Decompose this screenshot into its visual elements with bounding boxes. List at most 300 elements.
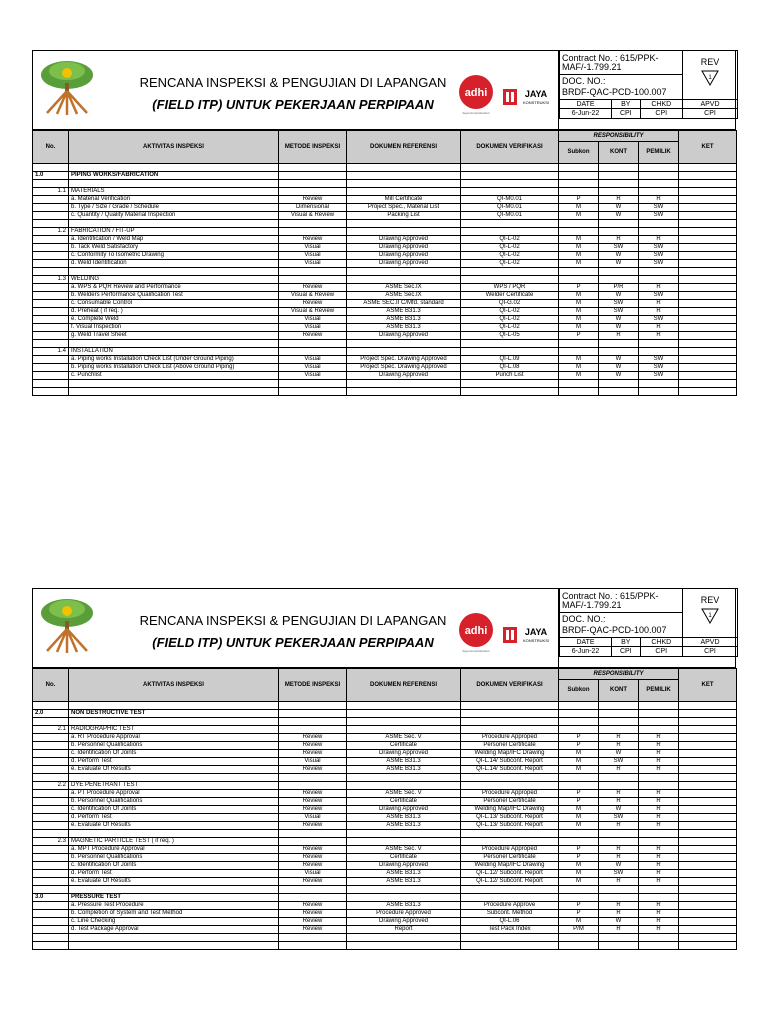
kont-cell: R <box>599 798 639 806</box>
method-cell: Review <box>279 806 347 814</box>
pemilik-cell: R <box>639 926 679 934</box>
subkon-cell: M <box>559 316 599 324</box>
verification-cell: QI-L.14/ Subcont. Report <box>461 766 559 774</box>
document-info-block <box>558 50 738 130</box>
reference-cell: Project Spec. Drawing Approved <box>347 364 461 372</box>
activity-cell: d. Perform Test <box>69 758 279 766</box>
method-cell: Review <box>279 236 347 244</box>
reference-cell: ASME B31.3 <box>347 766 461 774</box>
activity-cell: e. Evaluate Of Results <box>69 878 279 886</box>
method-cell: Review <box>279 798 347 806</box>
ket-cell <box>679 790 737 798</box>
apvd-label: APVD <box>683 638 738 647</box>
reference-cell: Certificate <box>347 798 461 806</box>
verification-cell: QI-L-02 <box>461 308 559 316</box>
section-row <box>33 710 737 718</box>
method-cell: Review <box>279 196 347 204</box>
method-cell: Visual <box>279 364 347 372</box>
col-pemilik: PEMILIK <box>639 680 679 702</box>
activity-cell: c. Identification Of Joints <box>69 750 279 758</box>
spacer-row <box>33 268 737 276</box>
adhi-logo-icon <box>459 613 493 647</box>
date-label: DATE <box>560 100 612 109</box>
activity-cell: a. Identification / Weld Map <box>69 236 279 244</box>
revision-triangle-icon <box>701 608 719 624</box>
apvd-value: CPI <box>683 109 738 119</box>
pemilik-cell: R <box>639 308 679 316</box>
subkon-cell: P <box>559 798 599 806</box>
reference-cell: ASME B31.3 <box>347 870 461 878</box>
subkon-cell: M <box>559 212 599 220</box>
pemilik-cell: SW <box>639 204 679 212</box>
method-cell: Review <box>279 902 347 910</box>
pemilik-cell: R <box>639 766 679 774</box>
table-row <box>33 308 737 316</box>
activity-cell: b. Completion of System and Test Method <box>69 910 279 918</box>
contract-number: Contract No. : 615/PPK-MAF/-1.799.21 <box>560 589 683 613</box>
chkd-value: CPI <box>640 647 682 657</box>
pemilik-cell: R <box>639 846 679 854</box>
jaya-logo-sub: KONSTRUKSI <box>522 100 550 105</box>
reference-cell: ASME Sec.IX <box>347 284 461 292</box>
reference-cell: Drawing Approved <box>347 750 461 758</box>
reference-cell: Packing List <box>347 212 461 220</box>
table-row <box>33 324 737 332</box>
verification-cell: Personel Certificate <box>461 854 559 862</box>
ket-cell <box>679 244 737 252</box>
verification-cell: QI-L-02 <box>461 244 559 252</box>
col-responsibility: RESPONSIBILITY <box>559 669 679 680</box>
verification-cell: WPS / PQR <box>461 284 559 292</box>
section-label: WELDING <box>69 276 279 284</box>
col-pemilik: PEMILIK <box>639 142 679 164</box>
reference-cell: Project Spec. Drawing Approved <box>347 356 461 364</box>
reference-cell: ASME B31.3 <box>347 902 461 910</box>
document-subtitle: (FIELD ITP) UNTUK PEKERJAAN PERPIPAAN <box>152 635 434 650</box>
ket-cell <box>679 878 737 886</box>
kont-cell: R <box>599 790 639 798</box>
kont-cell: W <box>599 260 639 268</box>
subkon-cell: M <box>559 204 599 212</box>
subkon-cell: P <box>559 284 599 292</box>
verification-cell: Procedure Approped <box>461 846 559 854</box>
activity-cell: b. Type / Size / Grade / Schedule <box>69 204 279 212</box>
kont-cell: W <box>599 364 639 372</box>
subkon-cell: P <box>559 910 599 918</box>
jaya-logo <box>503 87 555 112</box>
activity-cell: c. Identification Of Joints <box>69 806 279 814</box>
kont-cell: W <box>599 324 639 332</box>
contract-number: Contract No. : 615/PPK-MAF/-1.799.21 <box>560 51 683 75</box>
reference-cell: ASME Sec.IX <box>347 292 461 300</box>
subsection-row <box>33 228 737 236</box>
pemilik-cell: R <box>639 734 679 742</box>
table-row <box>33 742 737 750</box>
reference-cell: ASME B31.3 <box>347 316 461 324</box>
verification-cell: Personel Certificate <box>461 742 559 750</box>
subkon-cell: P <box>559 854 599 862</box>
subkon-cell: P <box>559 332 599 340</box>
tree-emblem-icon <box>37 595 97 653</box>
method-cell: Visual & Review <box>279 292 347 300</box>
reference-cell: ASME B31.3 <box>347 758 461 766</box>
verification-cell: QI-L.06 <box>461 918 559 926</box>
pemilik-cell: R <box>639 236 679 244</box>
verification-cell: Subcont. Method <box>461 910 559 918</box>
kont-cell: W <box>599 356 639 364</box>
table-row <box>33 814 737 822</box>
table-row <box>33 244 737 252</box>
activity-cell: c. Identification Of Joints <box>69 862 279 870</box>
jaya-logo-text: JAYA <box>524 627 548 637</box>
activity-cell: e. Complete Weld <box>69 316 279 324</box>
activity-cell: a. Material Verification <box>69 196 279 204</box>
ket-cell <box>679 766 737 774</box>
ket-cell <box>679 798 737 806</box>
verification-cell: QI-L.09 <box>461 356 559 364</box>
verification-cell: QI-L.12/ Subcont. Report <box>461 870 559 878</box>
method-cell: Review <box>279 284 347 292</box>
pemilik-cell: SW <box>639 372 679 380</box>
reference-cell: Drawing Approved <box>347 236 461 244</box>
document-title: RENCANA INSPEKSI & PENGUJIAN DI LAPANGAN <box>139 75 447 90</box>
ket-cell <box>679 300 737 308</box>
reference-cell: Procedure Approved <box>347 910 461 918</box>
by-value: CPI <box>612 109 640 119</box>
pemilik-cell: R <box>639 798 679 806</box>
activity-cell: b. Welders Performance Qualification Test <box>69 292 279 300</box>
method-cell: Visual & Review <box>279 212 347 220</box>
doc-no-label: DOC. NO.: <box>562 76 606 86</box>
spacer-row <box>33 718 737 726</box>
subkon-cell: M <box>559 356 599 364</box>
subkon-cell: P <box>559 902 599 910</box>
section-number: 1.4 <box>33 348 69 356</box>
activity-cell: c. Consumable Control <box>69 300 279 308</box>
table-row <box>33 862 737 870</box>
spacer-row <box>33 340 737 348</box>
adhi-tagline: beyond construction <box>462 111 490 115</box>
kont-cell: R <box>599 742 639 750</box>
pemilik-cell: R <box>639 854 679 862</box>
subkon-cell: P/M <box>559 926 599 934</box>
method-cell: Review <box>279 878 347 886</box>
reference-cell: ASME SEC.II C/Mfd. standard <box>347 300 461 308</box>
table-row <box>33 798 737 806</box>
verification-cell: Test Pack Index <box>461 926 559 934</box>
ket-cell <box>679 902 737 910</box>
table-row <box>33 236 737 244</box>
tree-emblem-icon <box>37 57 97 115</box>
col-ket: KET <box>679 669 737 702</box>
method-cell: Review <box>279 918 347 926</box>
revision-triangle-icon <box>701 70 719 86</box>
subkon-cell: M <box>559 822 599 830</box>
pemilik-cell: R <box>639 758 679 766</box>
kont-cell: R <box>599 196 639 204</box>
method-cell: Visual <box>279 758 347 766</box>
kont-cell: SW <box>599 758 639 766</box>
method-cell: Visual <box>279 252 347 260</box>
method-cell: Review <box>279 822 347 830</box>
adhi-logo-icon <box>459 75 493 109</box>
col-method: METODE INSPEKSI <box>279 669 347 702</box>
subkon-cell: M <box>559 814 599 822</box>
kont-cell: W <box>599 316 639 324</box>
doc-no: BRDF-QAC-PCD-100.007 <box>562 87 667 97</box>
spacer-row <box>33 886 737 894</box>
method-cell: Review <box>279 734 347 742</box>
activity-cell: e. Evaluate Of Results <box>69 822 279 830</box>
method-cell: Review <box>279 766 347 774</box>
adhi-logo-text: adhi <box>464 625 488 637</box>
section-number: 1.0 <box>33 172 69 180</box>
kont-cell: R <box>599 902 639 910</box>
spacer-row <box>33 164 737 172</box>
ket-cell <box>679 196 737 204</box>
method-cell: Visual <box>279 244 347 252</box>
blank-row <box>33 388 737 396</box>
table-row <box>33 878 737 886</box>
kont-cell: W <box>599 918 639 926</box>
activity-cell: b. Piping works Installation Check List (Above Ground Piping) <box>69 364 279 372</box>
kont-cell: SW <box>599 244 639 252</box>
document-title: RENCANA INSPEKSI & PENGUJIAN DI LAPANGAN <box>139 613 447 628</box>
jaya-logo-text: JAYA <box>524 89 548 99</box>
ket-cell <box>679 356 737 364</box>
subkon-cell: P <box>559 742 599 750</box>
reference-cell: ASME B31.3 <box>347 308 461 316</box>
table-row <box>33 822 737 830</box>
verification-cell: QI-L.13/ Subcont. Report <box>461 822 559 830</box>
table-row <box>33 260 737 268</box>
subsection-row <box>33 188 737 196</box>
jaya-logo-sub: KONSTRUKSI <box>522 638 550 643</box>
reference-cell: ASME B31.3 <box>347 822 461 830</box>
itp-page-2 <box>32 588 736 950</box>
subkon-cell: M <box>559 862 599 870</box>
pemilik-cell: R <box>639 806 679 814</box>
subkon-cell: M <box>559 252 599 260</box>
ket-cell <box>679 364 737 372</box>
activity-cell: a. WPS & PQR Review and Performance <box>69 284 279 292</box>
pemilik-cell: R <box>639 862 679 870</box>
spacer-row <box>33 220 737 228</box>
pemilik-cell: R <box>639 750 679 758</box>
table-row <box>33 806 737 814</box>
rev-value: 1 <box>708 613 712 619</box>
verification-cell: Procedure Approve <box>461 902 559 910</box>
section-label: DYE PENETRANT TEST <box>69 782 279 790</box>
jaya-logo <box>503 625 555 650</box>
subsection-row <box>33 726 737 734</box>
verification-cell: QI-L-05 <box>461 332 559 340</box>
section-label: PIPING WORKS/FABRICATION <box>69 172 279 180</box>
ket-cell <box>679 742 737 750</box>
section-label: INSTALLATION <box>69 348 279 356</box>
activity-cell: d. Test Package Approval <box>69 926 279 934</box>
section-number: 1.1 <box>33 188 69 196</box>
activity-cell: d. Weld Identification <box>69 260 279 268</box>
doc-no: BRDF-QAC-PCD-100.007 <box>562 625 667 635</box>
subkon-cell: M <box>559 870 599 878</box>
kont-cell: SW <box>599 308 639 316</box>
section-number: 2.3 <box>33 838 69 846</box>
method-cell: Visual <box>279 316 347 324</box>
spacer-row <box>33 180 737 188</box>
activity-cell: d. Perform Test <box>69 870 279 878</box>
method-cell: Review <box>279 300 347 308</box>
activity-cell: d. Preheat ( if req. ) <box>69 308 279 316</box>
kont-cell: R <box>599 332 639 340</box>
activity-cell: b. Personnel Qualifications <box>69 742 279 750</box>
rev-value: 1 <box>708 75 712 81</box>
table-row <box>33 854 737 862</box>
ket-cell <box>679 918 737 926</box>
spacer-row <box>33 774 737 782</box>
method-cell: Visual & Review <box>279 308 347 316</box>
pemilik-cell: R <box>639 918 679 926</box>
kont-cell: R <box>599 846 639 854</box>
pemilik-cell: SW <box>639 356 679 364</box>
revision-cell <box>683 51 738 100</box>
apvd-label: APVD <box>683 100 738 109</box>
table-row <box>33 750 737 758</box>
verification-cell: QI-L-02 <box>461 236 559 244</box>
col-subkon: Subkon <box>559 142 599 164</box>
by-label: BY <box>612 100 640 109</box>
kont-cell: R <box>599 910 639 918</box>
kont-cell: R <box>599 822 639 830</box>
pemilik-cell: SW <box>639 292 679 300</box>
activity-cell: c. Line Checking <box>69 918 279 926</box>
table-row <box>33 196 737 204</box>
date-label: DATE <box>560 638 612 647</box>
ket-cell <box>679 308 737 316</box>
pemilik-cell: SW <box>639 244 679 252</box>
col-ket: KET <box>679 131 737 164</box>
subkon-cell: M <box>559 260 599 268</box>
table-row <box>33 292 737 300</box>
kont-cell: SW <box>599 300 639 308</box>
table-row <box>33 204 737 212</box>
itp-table <box>32 130 737 396</box>
subkon-cell: M <box>559 372 599 380</box>
section-number: 1.2 <box>33 228 69 236</box>
table-row <box>33 212 737 220</box>
section-label: FABRICATION / FIT-UP <box>69 228 279 236</box>
reference-cell: Certificate <box>347 742 461 750</box>
method-cell: Review <box>279 926 347 934</box>
activity-cell: d. Perform Test <box>69 814 279 822</box>
reference-cell: Mill Certificate <box>347 196 461 204</box>
table-row <box>33 316 737 324</box>
ket-cell <box>679 846 737 854</box>
pemilik-cell: R <box>639 902 679 910</box>
section-number: 1.3 <box>33 276 69 284</box>
pemilik-cell: R <box>639 300 679 308</box>
document-header <box>32 588 736 668</box>
method-cell: Review <box>279 862 347 870</box>
reference-cell: Drawing Approved <box>347 918 461 926</box>
method-cell: Review <box>279 742 347 750</box>
ket-cell <box>679 324 737 332</box>
col-method: METODE INSPEKSI <box>279 131 347 164</box>
section-label: RADIOGRAPHIC TEST <box>69 726 279 734</box>
spacer-row <box>33 934 737 942</box>
ket-cell <box>679 260 737 268</box>
reference-cell: Drawing Approved <box>347 332 461 340</box>
reference-cell: Drawing Approved <box>347 862 461 870</box>
document-subtitle: (FIELD ITP) UNTUK PEKERJAAN PERPIPAAN <box>152 97 434 112</box>
table-row <box>33 846 737 854</box>
subkon-cell: P <box>559 734 599 742</box>
pemilik-cell: R <box>639 878 679 886</box>
method-cell: Review <box>279 910 347 918</box>
reference-cell: Drawing Approved <box>347 372 461 380</box>
col-no: No. <box>33 131 69 164</box>
col-ref: DOKUMEN REFERENSI <box>347 131 461 164</box>
kont-cell: W <box>599 372 639 380</box>
spacer-row <box>33 380 737 388</box>
pemilik-cell: SW <box>639 252 679 260</box>
kont-cell: W <box>599 204 639 212</box>
doc-number-cell <box>560 613 683 638</box>
ket-cell <box>679 332 737 340</box>
subkon-cell: M <box>559 750 599 758</box>
ket-cell <box>679 252 737 260</box>
verification-cell: QI-G.02 <box>461 300 559 308</box>
subkon-cell: P <box>559 196 599 204</box>
reference-cell: ASME Sec. V <box>347 846 461 854</box>
verification-cell: Welding Map/IFC Drawing <box>461 750 559 758</box>
blank-row <box>33 942 737 950</box>
verification-cell: Punch List <box>461 372 559 380</box>
adhi-logo-text: adhi <box>464 87 488 99</box>
reference-cell: Project Spec., Material List <box>347 204 461 212</box>
subkon-cell: M <box>559 878 599 886</box>
ket-cell <box>679 316 737 324</box>
verification-cell: QI-L-02 <box>461 316 559 324</box>
kont-cell: R <box>599 766 639 774</box>
ket-cell <box>679 372 737 380</box>
verification-cell: Personel Certificate <box>461 798 559 806</box>
activity-cell: b. Personnel Qualifications <box>69 798 279 806</box>
adhi-tagline: beyond construction <box>462 649 490 653</box>
spacer-row <box>33 702 737 710</box>
by-value: CPI <box>612 647 640 657</box>
activity-cell: a. Piping works Installation Check List (Under Ground Piping) <box>69 356 279 364</box>
table-row <box>33 284 737 292</box>
method-cell: Dimensional <box>279 204 347 212</box>
pemilik-cell: R <box>639 910 679 918</box>
subkon-cell: M <box>559 758 599 766</box>
jaya-logo-icon <box>503 87 555 107</box>
verification-cell: QI-L.08 <box>461 364 559 372</box>
section-number: 2.0 <box>33 710 69 718</box>
revision-cell <box>683 589 738 638</box>
kont-cell: SW <box>599 870 639 878</box>
kont-cell: W <box>599 252 639 260</box>
doc-no-label: DOC. NO.: <box>562 614 606 624</box>
col-verif: DOKUMEN VERIFIKASI <box>461 131 559 164</box>
ket-cell <box>679 926 737 934</box>
table-row <box>33 902 737 910</box>
col-ref: DOKUMEN REFERENSI <box>347 669 461 702</box>
col-responsibility: RESPONSIBILITY <box>559 131 679 142</box>
method-cell: Review <box>279 846 347 854</box>
verification-cell: Welding Map/IFC Drawing <box>461 806 559 814</box>
